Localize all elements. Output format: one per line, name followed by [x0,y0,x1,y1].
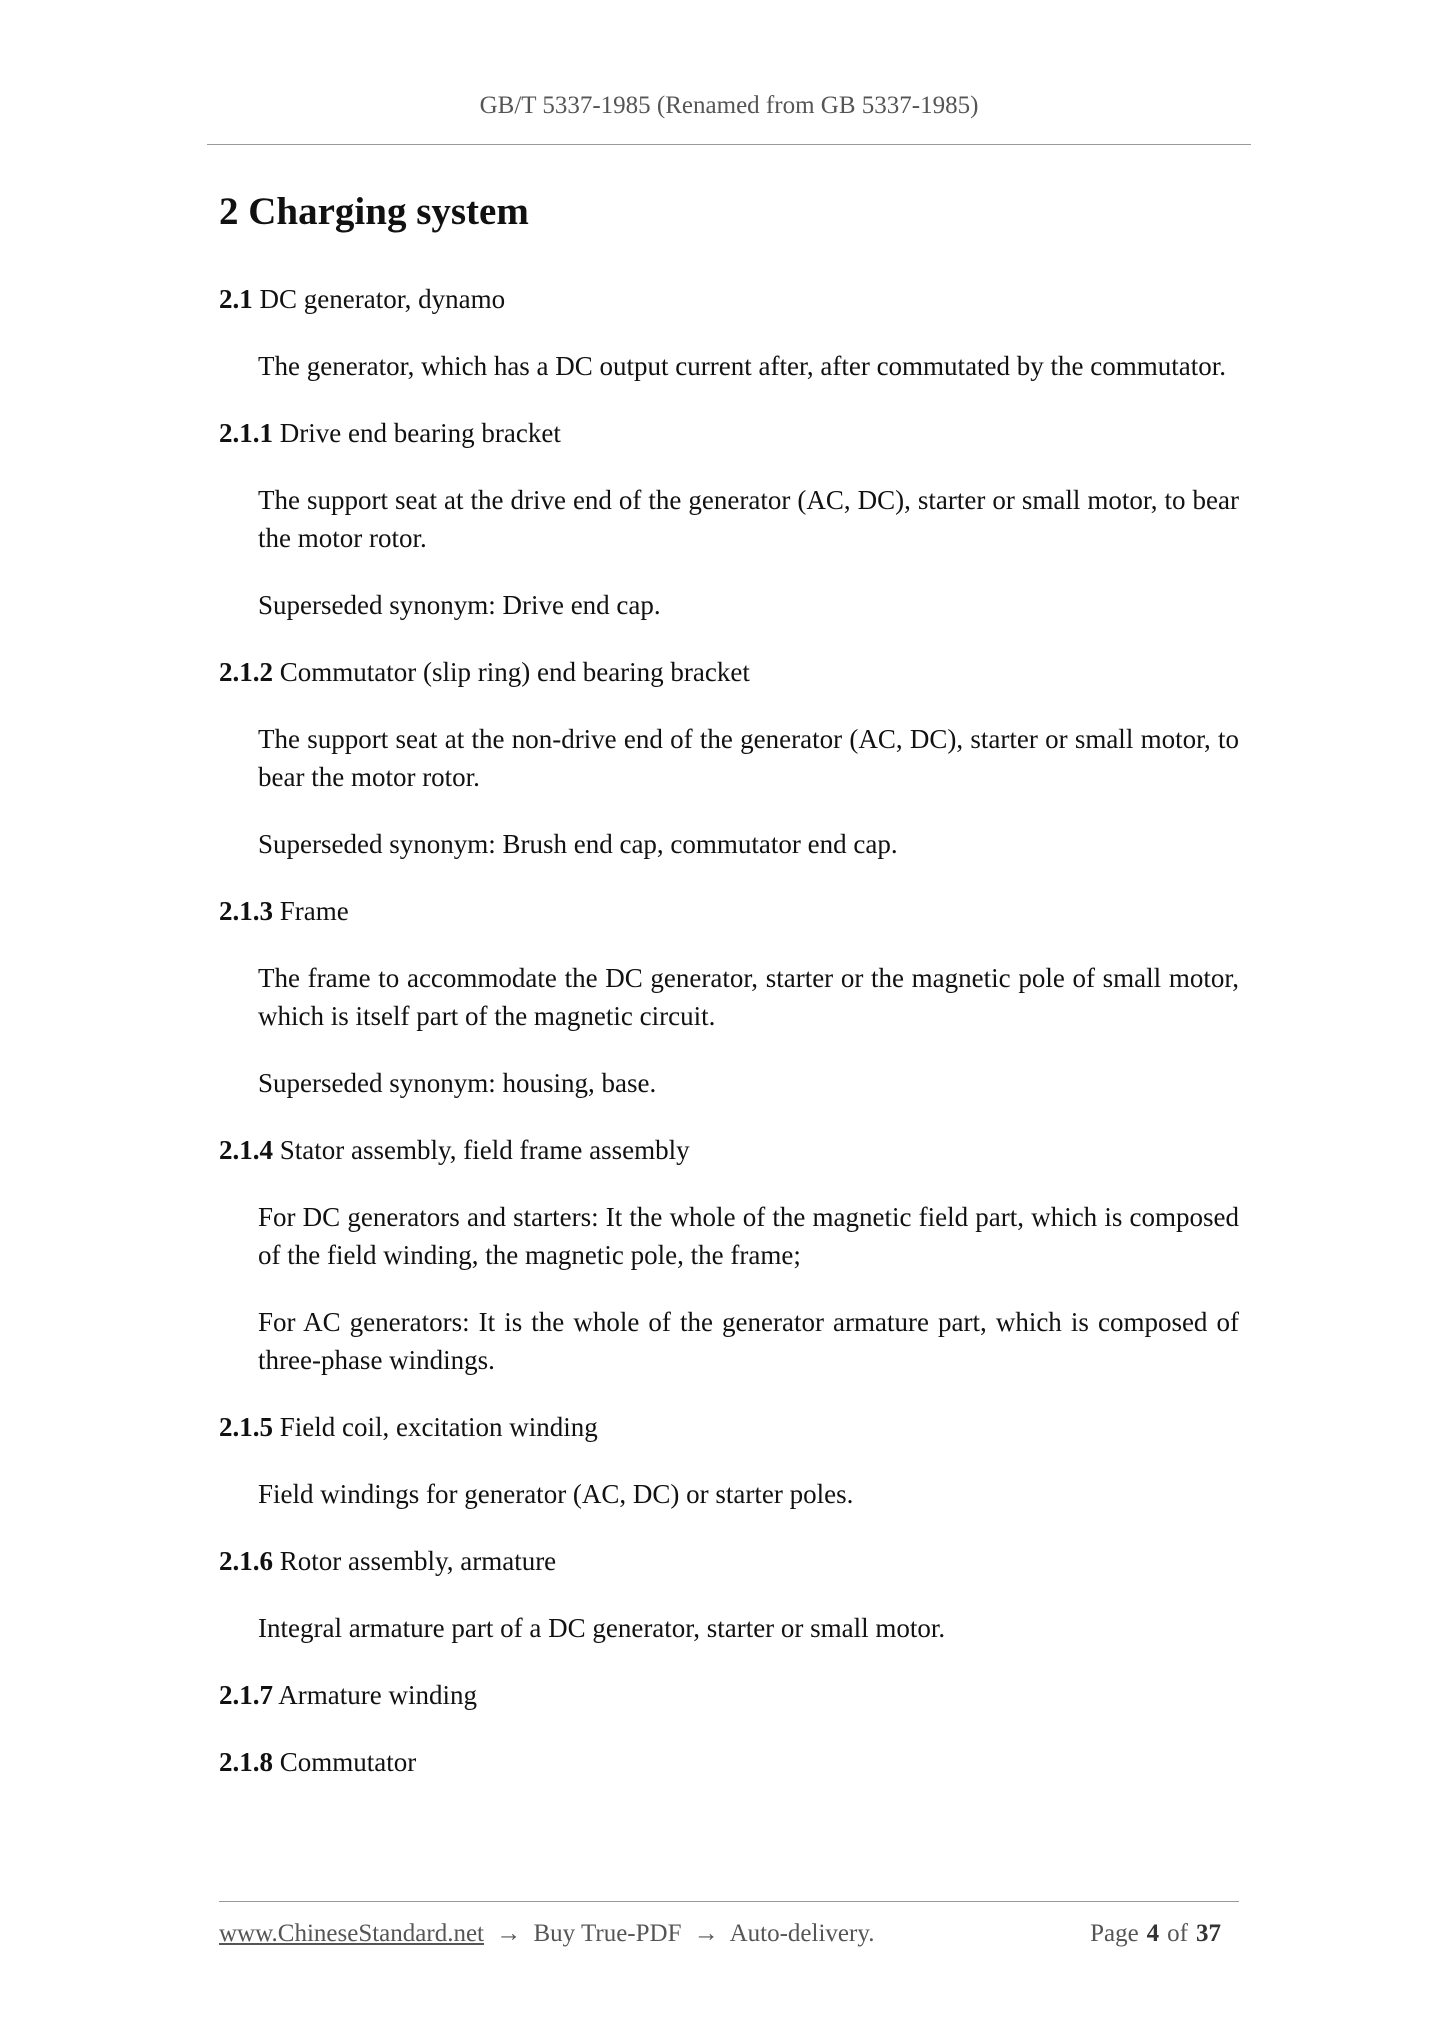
term-heading [219,414,1239,452]
arrow-right-icon: → [693,1920,719,1947]
buy-true-pdf-text: Buy True-PDF [533,1920,682,1947]
term-number: 2.1.3 [219,896,273,926]
term-definition: Field windings for generator (AC, DC) or starter poles. [258,1479,854,1509]
term-name: Rotor assembly, armature [279,1546,557,1576]
term-name: Commutator (slip ring) end bearing bracket [279,657,750,687]
superseded-synonym: Superseded synonym: housing, base. [258,1068,657,1098]
page-number [1090,1920,1229,1948]
section-title: 2 Charging system [219,190,529,233]
term-name: Stator assembly, field frame assembly [279,1135,690,1165]
superseded-synonym: Superseded synonym: Drive end cap. [258,590,661,620]
term-name: Armature winding [278,1680,477,1710]
arrow-right-icon: → [496,1920,522,1947]
term-number: 2.1 [219,284,253,314]
site-link[interactable]: www.ChineseStandard.net [219,1920,484,1947]
page-footer [219,1920,1229,1948]
document-body [219,280,1239,1810]
header-divider [207,144,1251,145]
term-definition: For DC generators and starters: It the whole of the magnetic field part, which is composed of the field winding, the magnetic pole, the frame; [258,1202,1239,1270]
term-definition: The frame to accommodate the DC generator, starter or the magnetic pole of small motor, which is itself part of the magnetic circuit. [258,963,1239,1031]
page-current: 4 [1146,1920,1160,1947]
term-definition: The generator, which has a DC output current after, after commutated by the commutator. [258,351,1226,381]
term-heading [219,653,1239,691]
term-number: 2.1.7 [219,1680,273,1710]
page-header: GB/T 5337-1985 (Renamed from GB 5337-1985) [479,92,979,119]
term-number: 2.1.5 [219,1412,273,1442]
auto-delivery-text: Auto-delivery. [729,1920,875,1947]
term-heading [219,892,1239,930]
term-number: 2.1.4 [219,1135,273,1165]
term-definition: The support seat at the non-drive end of the generator (AC, DC), starter or small motor, to bear the motor rotor. [258,724,1239,792]
term-name: Drive end bearing bracket [279,418,561,448]
term-definition: For AC generators: It is the whole of the generator armature part, which is composed of three-phase windings. [258,1307,1239,1375]
term-name: Frame [279,896,349,926]
footer-links [219,1920,874,1948]
page-label: Page [1090,1920,1139,1947]
term-number: 2.1.8 [219,1747,273,1777]
page-of-label: of [1167,1920,1188,1947]
term-number: 2.1.6 [219,1546,273,1576]
term-heading [219,1743,1239,1781]
footer-divider [219,1901,1239,1902]
term-heading [219,1676,1239,1714]
term-heading [219,1408,1239,1446]
term-definition: The support seat at the drive end of the generator (AC, DC), starter or small motor, to bear the motor rotor. [258,485,1239,553]
term-heading [219,1542,1239,1580]
page-total: 37 [1196,1920,1221,1947]
superseded-synonym: Superseded synonym: Brush end cap, commutator end cap. [258,829,898,859]
term-number: 2.1.1 [219,418,273,448]
term-name: DC generator, dynamo [259,284,506,314]
term-heading [219,280,1239,318]
term-name: Field coil, excitation winding [279,1412,598,1442]
term-number: 2.1.2 [219,657,273,687]
term-definition: Integral armature part of a DC generator, starter or small motor. [258,1613,946,1643]
term-heading [219,1131,1239,1169]
term-name: Commutator [279,1747,417,1777]
